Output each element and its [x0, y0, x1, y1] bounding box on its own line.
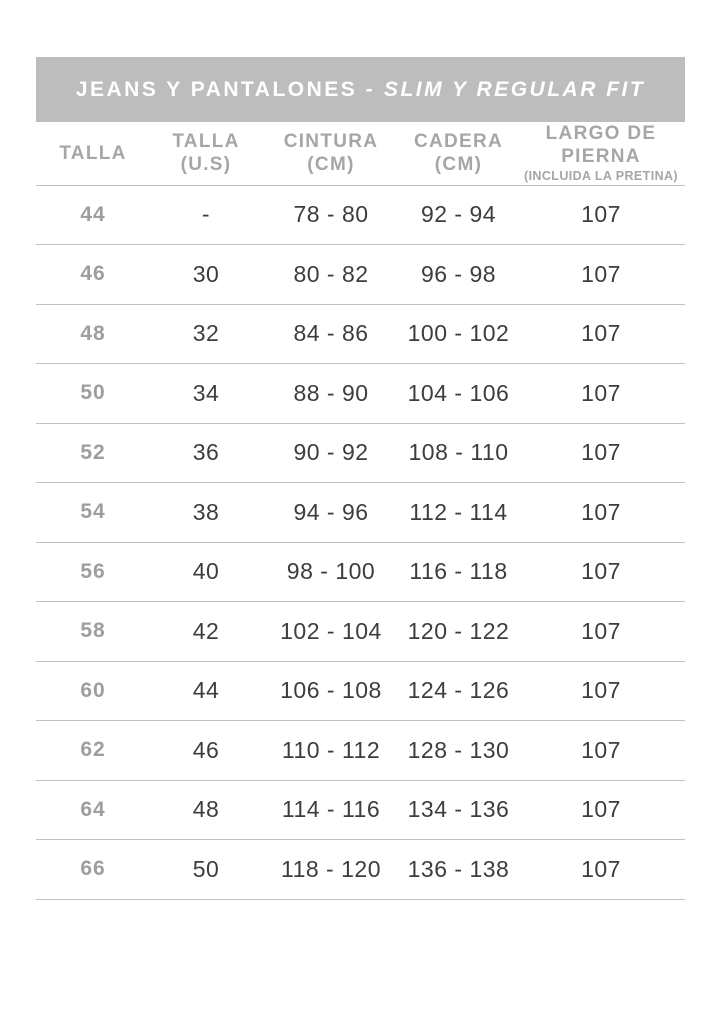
largo-cell: 107 — [517, 542, 685, 602]
largo-cell: 107 — [517, 780, 685, 840]
column-header-cadera — [400, 122, 517, 185]
cintura-cell: 84 - 86 — [262, 304, 400, 364]
cintura-cell: 102 - 104 — [262, 602, 400, 662]
largo-cell: 107 — [517, 602, 685, 662]
column-header-label: CADERA — [413, 131, 504, 153]
talla-cell: 60 — [36, 661, 150, 721]
talla-cell: 66 — [36, 840, 150, 900]
talla-cell: 44 — [36, 185, 150, 245]
largo-cell: 107 — [517, 185, 685, 245]
cintura-cell: 94 - 96 — [262, 483, 400, 543]
table-row — [36, 780, 685, 840]
cadera-cell: 100 - 102 — [400, 304, 517, 364]
cintura-cell: 90 - 92 — [262, 423, 400, 483]
table-row — [36, 483, 685, 543]
largo-cell: 107 — [517, 721, 685, 781]
talla-cell: 52 — [36, 423, 150, 483]
cadera-cell: 112 - 114 — [400, 483, 517, 543]
table-row — [36, 304, 685, 364]
cintura-cell: 106 - 108 — [262, 661, 400, 721]
talla-cell: 62 — [36, 721, 150, 781]
table-row — [36, 661, 685, 721]
size-chart-title-banner — [36, 57, 685, 122]
cintura-cell: 88 - 90 — [262, 364, 400, 424]
banner-title-text: JEANS Y PANTALONES - — [75, 77, 376, 101]
banner-title-fit-text: SLIM Y REGULAR FIT — [383, 77, 646, 101]
cadera-cell: 92 - 94 — [400, 185, 517, 245]
cadera-cell: 136 - 138 — [400, 840, 517, 900]
talla-cell: 54 — [36, 483, 150, 543]
cadera-cell: 128 - 130 — [400, 721, 517, 781]
cintura-cell: 118 - 120 — [262, 840, 400, 900]
column-header-sublabel: (CM) — [307, 154, 355, 176]
table-row — [36, 185, 685, 245]
column-header-sublabel: (INCLUIDA LA PRETINA) — [524, 169, 678, 184]
table-header-row — [36, 122, 685, 185]
largo-cell: 107 — [517, 304, 685, 364]
talla-us-cell: 46 — [150, 721, 262, 781]
table-row — [36, 423, 685, 483]
largo-cell: 107 — [517, 423, 685, 483]
size-table-body — [36, 185, 685, 899]
size-chart-table — [36, 122, 685, 900]
cintura-cell: 98 - 100 — [262, 542, 400, 602]
talla-cell: 56 — [36, 542, 150, 602]
table-row — [36, 542, 685, 602]
column-header-label: TALLA — [59, 142, 127, 164]
talla-us-cell: 40 — [150, 542, 262, 602]
cintura-cell: 114 - 116 — [262, 780, 400, 840]
largo-cell: 107 — [517, 483, 685, 543]
cadera-cell: 108 - 110 — [400, 423, 517, 483]
column-header-largo — [517, 122, 685, 185]
column-header-cintura — [262, 122, 400, 185]
talla-us-cell: 44 — [150, 661, 262, 721]
cadera-cell: 104 - 106 — [400, 364, 517, 424]
talla-cell: 50 — [36, 364, 150, 424]
talla-us-cell: 50 — [150, 840, 262, 900]
cintura-cell: 110 - 112 — [262, 721, 400, 781]
column-header-label: LARGO DE PIERNA — [545, 123, 657, 168]
column-header-label: CINTURA — [283, 131, 379, 153]
cadera-cell: 116 - 118 — [400, 542, 517, 602]
table-row — [36, 245, 685, 305]
column-header-talla-us — [150, 122, 262, 185]
talla-cell: 46 — [36, 245, 150, 305]
largo-cell: 107 — [517, 840, 685, 900]
cadera-cell: 96 - 98 — [400, 245, 517, 305]
cadera-cell: 120 - 122 — [400, 602, 517, 662]
cintura-cell: 78 - 80 — [262, 185, 400, 245]
talla-us-cell: 36 — [150, 423, 262, 483]
talla-us-cell: 30 — [150, 245, 262, 305]
talla-us-cell: 32 — [150, 304, 262, 364]
talla-us-cell: - — [150, 185, 262, 245]
talla-cell: 48 — [36, 304, 150, 364]
talla-us-cell: 38 — [150, 483, 262, 543]
table-row — [36, 721, 685, 781]
cadera-cell: 124 - 126 — [400, 661, 517, 721]
talla-cell: 58 — [36, 602, 150, 662]
column-header-sublabel: (CM) — [434, 154, 483, 176]
talla-us-cell: 48 — [150, 780, 262, 840]
cadera-cell: 134 - 136 — [400, 780, 517, 840]
largo-cell: 107 — [517, 245, 685, 305]
table-row — [36, 840, 685, 900]
table-row — [36, 364, 685, 424]
talla-cell: 64 — [36, 780, 150, 840]
column-header-talla — [36, 122, 150, 185]
largo-cell: 107 — [517, 661, 685, 721]
talla-us-cell: 42 — [150, 602, 262, 662]
column-header-label: TALLA — [172, 131, 240, 153]
table-row — [36, 602, 685, 662]
largo-cell: 107 — [517, 364, 685, 424]
cintura-cell: 80 - 82 — [262, 245, 400, 305]
column-header-sublabel: (U.S) — [180, 154, 232, 176]
talla-us-cell: 34 — [150, 364, 262, 424]
